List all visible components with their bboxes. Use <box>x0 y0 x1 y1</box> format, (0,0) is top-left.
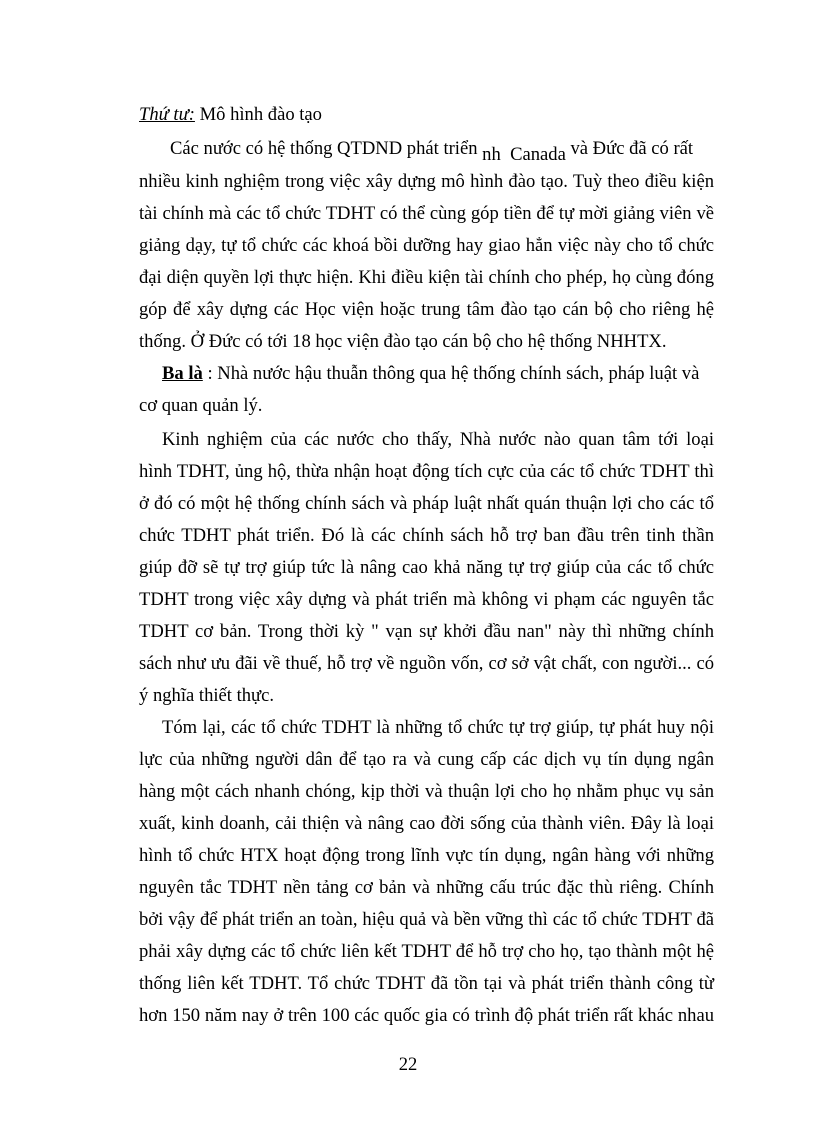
paragraph-4-line: thống liên kết TDHT. Tổ chức TDHT đã tồn tại và phát triển thành công từ <box>139 973 714 994</box>
paragraph-3-line: TDHT trong việc xây dựng và phát triển mà không vi phạm các nguyên tắc <box>139 589 714 610</box>
paragraph-3-line: ý nghĩa thiết thực. <box>139 685 275 706</box>
paragraph-3-line: ở đó có một hệ thống chính sách và pháp luật nhất quán thuận lợi cho các tổ <box>139 493 714 514</box>
paragraph-4-line: hình tổ chức HTX hoạt động trong lĩnh vực tín dụng, ngân hàng với những <box>139 845 714 866</box>
paragraph-4-line: bởi vậy để phát triển an toàn, hiệu quả và bền vững thì các tổ chức TDHT đã <box>139 909 714 930</box>
paragraph-3-line: giúp đỡ sẽ tự trợ giúp tức là nâng cao khả năng tự trợ giúp của các tổ chức <box>139 557 714 578</box>
paragraph-4-line: hàng một cách nhanh chóng, kịp thời và thuận lợi cho họ nhằm phục vụ sản <box>139 781 714 802</box>
paragraph-4-line: phải xây dựng các tổ chức liên kết TDHT để hỗ trợ cho họ, tạo thành một hệ <box>139 941 714 962</box>
paragraph-1-line: nhiều kinh nghiệm trong việc xây dựng mô hình đào tạo. Tuỳ theo điều kiện <box>139 171 714 192</box>
paragraph-1-line: giảng dạy, tự tổ chức các khoá bồi dưỡng hay giao hẳn việc này cho tổ chức <box>139 235 714 256</box>
paragraph-1-line: tài chính mà các tổ chức TDHT có thể cùng góp tiền để tự mời giảng viên về <box>139 203 714 224</box>
section-heading-label: Thứ tư: <box>139 104 195 125</box>
paragraph-2-label: Ba là <box>162 363 203 384</box>
paragraph-4-line: nguyên tắc TDHT nền tảng cơ bản và những cấu trúc đặc thù riêng. Chính <box>139 877 714 898</box>
paragraph-1-line: đại diện quyền lợi thực hiện. Khi điều kiện tài chính cho phép, họ cùng đóng <box>139 267 714 288</box>
paragraph-1-text-canada: Canada <box>510 144 566 165</box>
paragraph-4-line: hơn 150 năm nay ở trên 100 các quốc gia có trình độ phát triển rất khác nhau <box>139 1005 714 1026</box>
paragraph-4-line: lực của những người dân để tạo ra và cung cấp các dịch vụ tín dụng ngân <box>139 749 714 770</box>
paragraph-1-line-1 <box>170 137 714 165</box>
page-number: 22 <box>398 1054 418 1075</box>
paragraph-3-line: Kinh nghiệm của các nước cho thấy, Nhà nước nào quan tâm tới loại <box>162 429 714 450</box>
paragraph-3-line: sách như ưu đãi về thuế, hỗ trợ về nguồn vốn, cơ sở vật chất, con người... có <box>139 653 714 674</box>
paragraph-1-text-nh: nh <box>482 144 501 165</box>
section-heading-text: Mô hình đào tạo <box>194 104 322 125</box>
paragraph-4-line: xuất, kinh doanh, cải thiện và nâng cao đời sống của thành viên. Đây là loại <box>139 813 714 834</box>
paragraph-4-line: Tóm lại, các tổ chức TDHT là những tổ chức tự trợ giúp, tự phát huy nội <box>162 717 714 738</box>
paragraph-3-line: TDHT cơ bản. Trong thời kỳ " vạn sự khởi đầu nan" này thì những chính <box>139 621 714 642</box>
section-heading <box>139 103 714 127</box>
paragraph-3-line: hình TDHT, ủng hộ, thừa nhận hoạt động tích cực của các tổ chức TDHT thì <box>139 461 714 482</box>
paragraph-1-text-b: và Đức đã có rất <box>570 138 694 159</box>
paragraph-1-text-a: Các nước có hệ thống QTDND phát triển <box>170 138 478 159</box>
paragraph-2-text: : Nhà nước hậu thuẫn thông qua hệ thống chính sách, pháp luật và <box>202 363 700 384</box>
paragraph-1-line: thống. Ở Đức có tới 18 học viện đào tạo cán bộ cho hệ thống NHHTX. <box>139 331 667 352</box>
paragraph-2-line: cơ quan quản lý. <box>139 395 263 416</box>
paragraph-2-line-1 <box>162 362 714 386</box>
paragraph-3-line: chức TDHT phát triển. Đó là các chính sách hỗ trợ ban đầu trên tinh thần <box>139 525 714 546</box>
paragraph-1-line: góp để xây dựng các Học viện hoặc trung tâm đào tạo cán bộ cho riêng hệ <box>139 299 714 320</box>
